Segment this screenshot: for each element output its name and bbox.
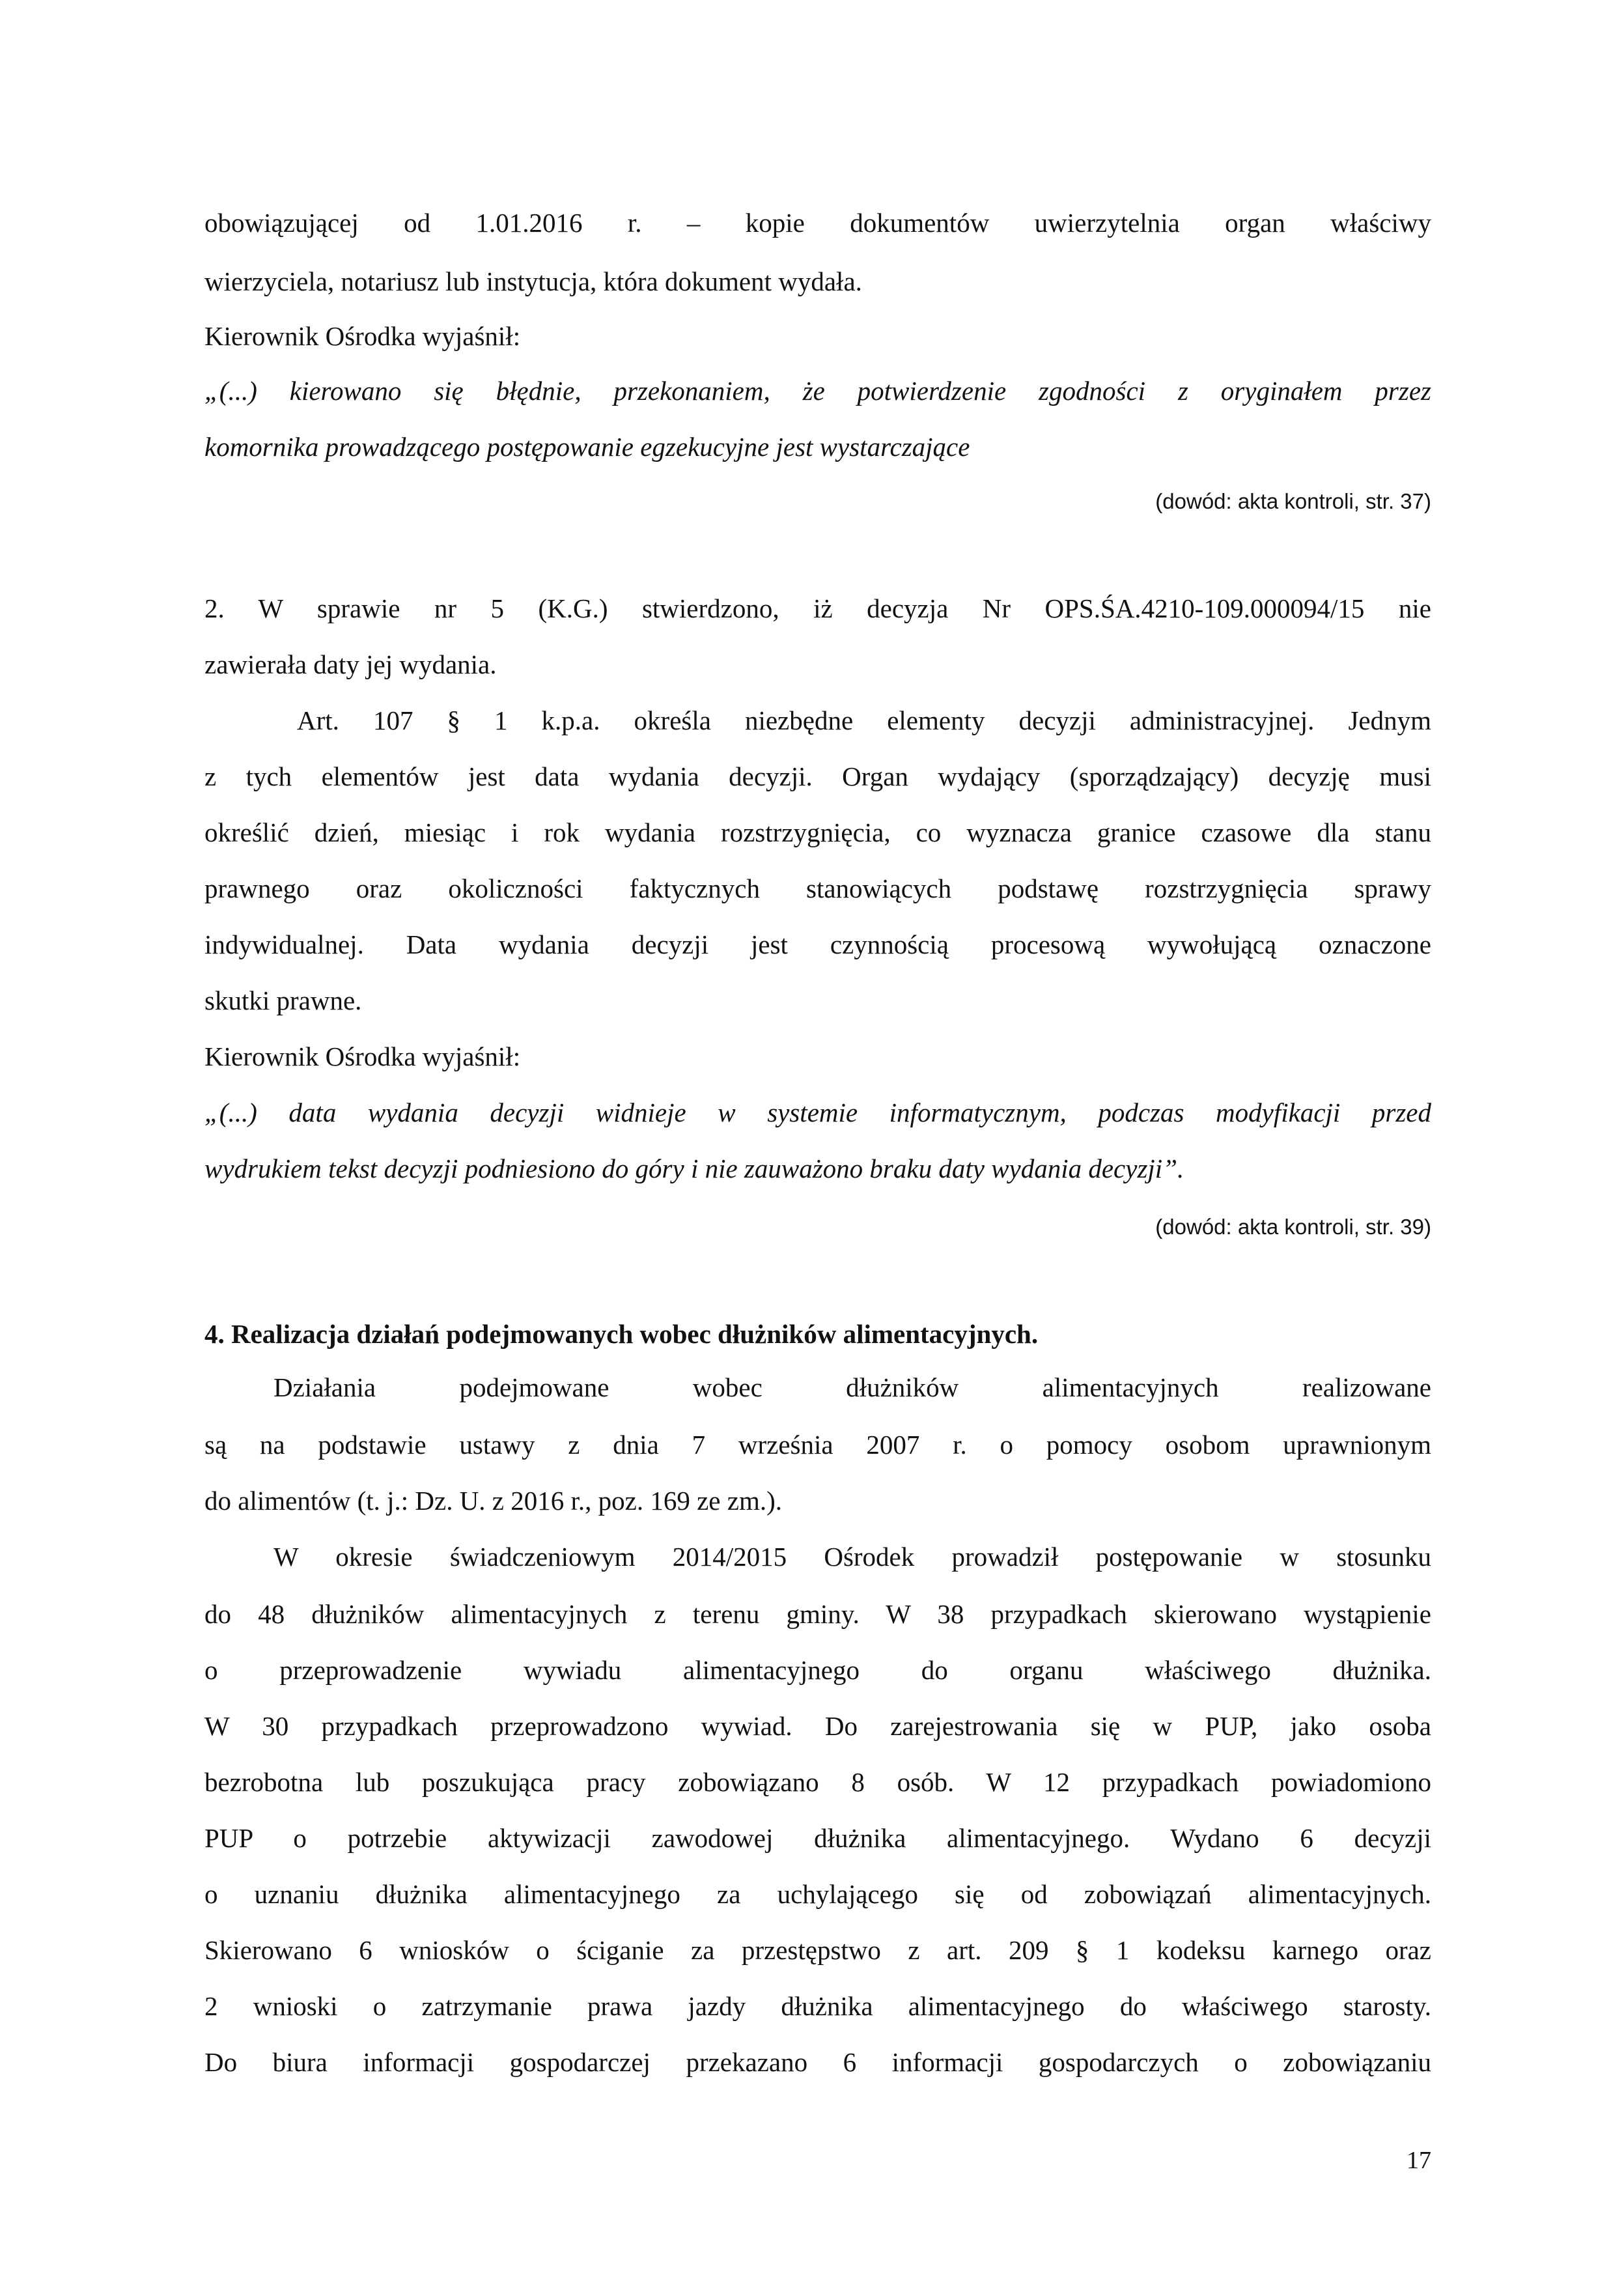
- evidence-reference: (dowód: akta kontroli, str. 37): [1155, 489, 1431, 513]
- text-line: o uznaniu dłużnika alimentacyjnego za uchylającego się od zobowiązań alimentacyjnych.: [204, 1879, 1431, 1909]
- text-line: są na podstawie ustawy z dnia 7 września 2007 r. o pomocy osobom uprawnionym: [204, 1430, 1431, 1460]
- text-line: bezrobotna lub poszukująca pracy zobowiązano 8 osób. W 12 przypadkach powiadomiono: [204, 1767, 1431, 1797]
- quote-line: komornika prowadzącego postępowanie egzekucyjne jest wystarczające: [204, 432, 970, 462]
- text-line: zawierała daty jej wydania.: [204, 649, 497, 679]
- quote-line: „(...) data wydania decyzji widnieje w systemie informatycznym, podczas modyfikacji przed: [204, 1097, 1431, 1127]
- text-line: obowiązującej od 1.01.2016 r. – kopie dokumentów uwierzytelnia organ właściwy: [204, 208, 1431, 238]
- text-line: z tych elementów jest data wydania decyzji. Organ wydający (sporządzający) decyzję musi: [204, 761, 1431, 791]
- page-number: 17: [1407, 2147, 1431, 2174]
- text-line: indywidualnej. Data wydania decyzji jest czynnością procesową wywołującą oznaczone: [204, 929, 1431, 959]
- text-line: W 30 przypadkach przeprowadzono wywiad. Do zarejestrowania się w PUP, jako osoba: [204, 1711, 1431, 1741]
- text-line: Działania podejmowane wobec dłużników alimentacyjnych realizowane: [273, 1372, 1431, 1402]
- quote-line: „(...) kierowano się błędnie, przekonaniem, że potwierdzenie zgodności z oryginałem przez: [204, 376, 1431, 406]
- text-line: W okresie świadczeniowym 2014/2015 Ośrodek prowadził postępowanie w stosunku: [273, 1542, 1431, 1572]
- text-line: określić dzień, miesiąc i rok wydania rozstrzygnięcia, co wyznacza granice czasowe dla stanu: [204, 817, 1431, 847]
- text-line: Art. 107 § 1 k.p.a. określa niezbędne elementy decyzji administracyjnej. Jednym: [297, 705, 1431, 735]
- text-line: prawnego oraz okoliczności faktycznych stanowiących podstawę rozstrzygnięcia sprawy: [204, 873, 1431, 903]
- text-line: wierzyciela, notariusz lub instytucja, która dokument wydała.: [204, 266, 862, 296]
- text-line: Skierowano 6 wniosków o ściganie za przestępstwo z art. 209 § 1 kodeksu karnego oraz: [204, 1935, 1431, 1965]
- text-line: do 48 dłużników alimentacyjnych z terenu gminy. W 38 przypadkach skierowano wystąpienie: [204, 1599, 1431, 1629]
- text-line: skutki prawne.: [204, 985, 362, 1015]
- text-line: PUP o potrzebie aktywizacji zawodowej dłużnika alimentacyjnego. Wydano 6 decyzji: [204, 1823, 1431, 1853]
- text-line: 2 wnioski o zatrzymanie prawa jazdy dłużnika alimentacyjnego do właściwego starosty.: [204, 1991, 1431, 2021]
- quote-line: wydrukiem tekst decyzji podniesiono do góry i nie zauważono braku daty wydania decyzji”.: [204, 1153, 1184, 1183]
- section-heading: 4. Realizacja działań podejmowanych wobec dłużników alimentacyjnych.: [204, 1319, 1039, 1349]
- text-line: Do biura informacji gospodarczej przekazano 6 informacji gospodarczych o zobowiązaniu: [204, 2047, 1431, 2077]
- text-line: Kierownik Ośrodka wyjaśnił:: [204, 1041, 521, 1071]
- text-line: 2. W sprawie nr 5 (K.G.) stwierdzono, iż decyzja Nr OPS.ŚA.4210-109.000094/15 nie: [204, 593, 1431, 623]
- text-line: do alimentów (t. j.: Dz. U. z 2016 r., poz. 169 ze zm.).: [204, 1486, 782, 1516]
- evidence-reference: (dowód: akta kontroli, str. 39): [1155, 1215, 1431, 1239]
- text-line: o przeprowadzenie wywiadu alimentacyjnego do organu właściwego dłużnika.: [204, 1655, 1431, 1685]
- text-line: Kierownik Ośrodka wyjaśnił:: [204, 321, 521, 351]
